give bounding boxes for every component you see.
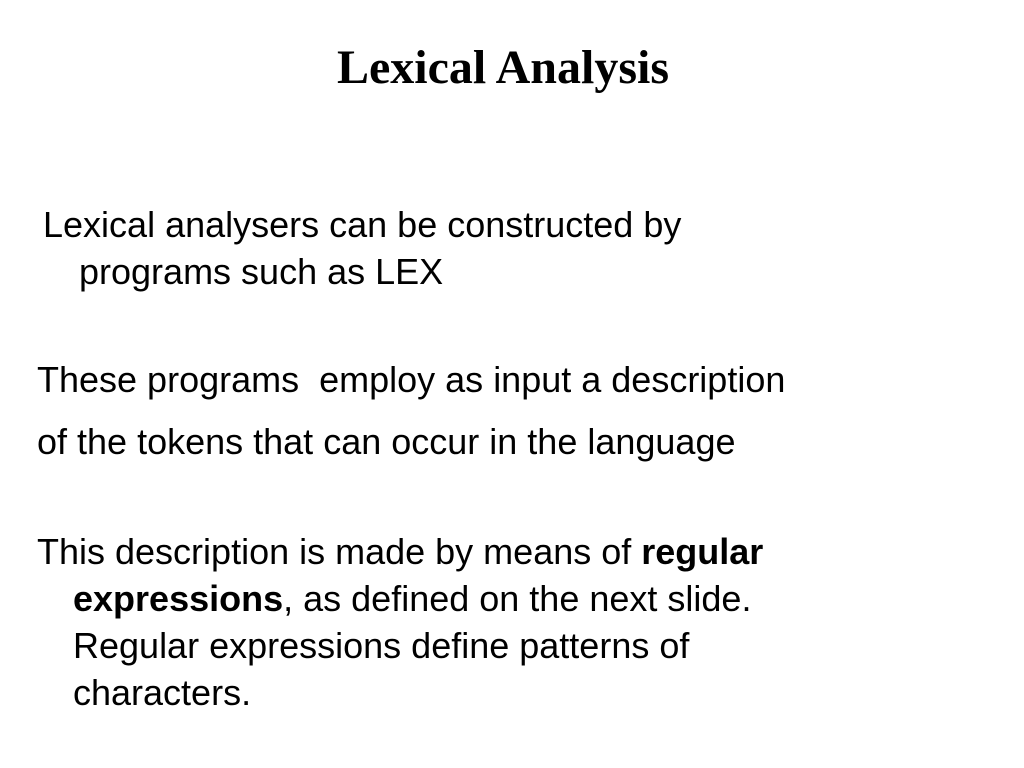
bold-term: expressions — [73, 578, 284, 619]
text-segment: , as defined on the next slide. — [283, 578, 752, 619]
paragraph-line: of the tokens that can occur in the language — [37, 421, 736, 462]
paragraph-line: These programs employ as input a description — [37, 359, 786, 400]
paragraph-token-description — [37, 349, 785, 473]
paragraph-line: Regular expressions define patterns of — [73, 625, 690, 666]
paragraph-regular-expressions — [37, 528, 763, 716]
slide-title: Lexical Analysis — [336, 41, 670, 94]
paragraph-lex-constructors — [43, 201, 681, 295]
paragraph-line — [37, 528, 763, 575]
paragraph-line: Lexical analysers can be constructed by — [43, 204, 682, 245]
text-segment: This description is made by means of — [37, 531, 642, 572]
bold-term: regular — [641, 531, 764, 572]
paragraph-line — [37, 575, 763, 622]
paragraph-line: characters. — [73, 672, 252, 713]
paragraph-line: programs such as LEX — [79, 251, 444, 292]
